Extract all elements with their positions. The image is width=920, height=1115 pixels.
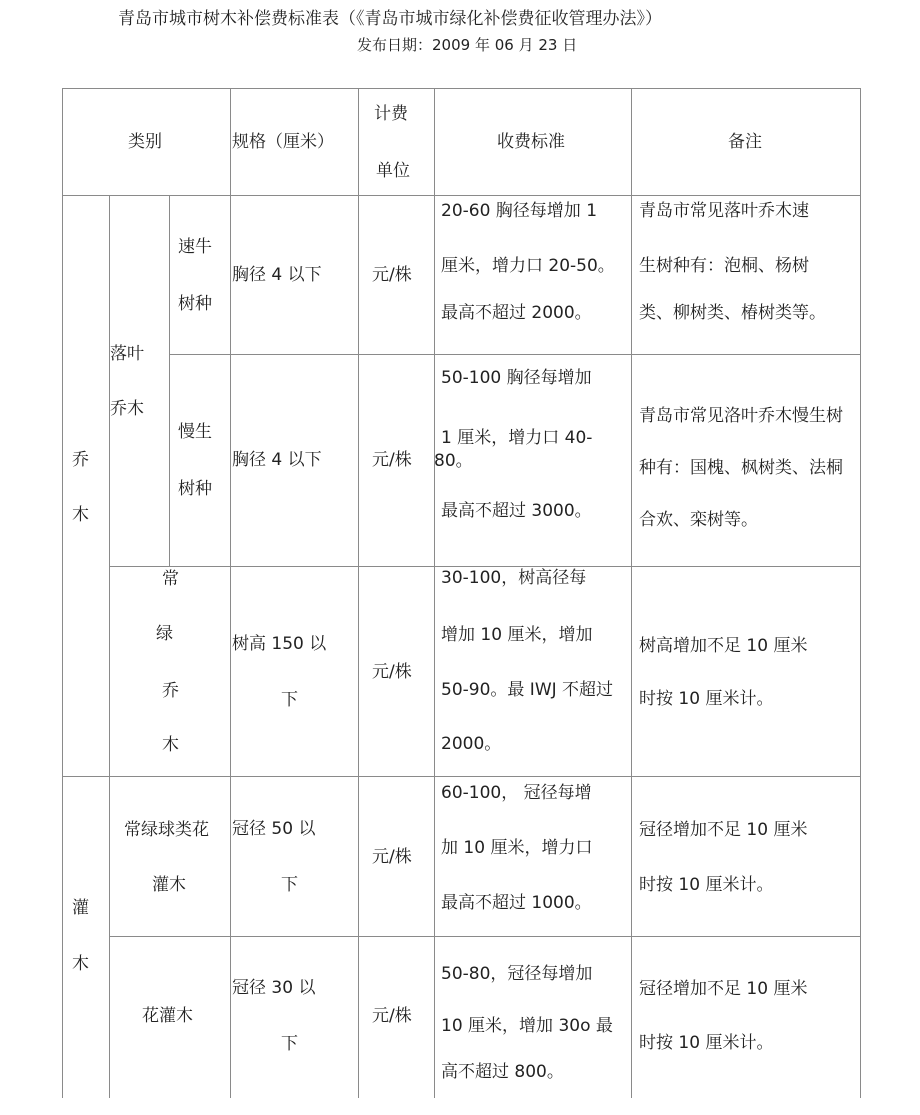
standard-line2: 加 10 厘米，增力口: [441, 838, 593, 858]
table-border-right: [860, 88, 861, 1098]
remark-line2: 时按 10 厘米计。: [639, 875, 774, 895]
remark-line3: 类、柳树类、椿树类等。: [639, 303, 826, 323]
remark-line1: 青岛市常见洛叶乔木慢生树: [639, 406, 843, 426]
col-divider: [631, 88, 632, 1098]
spec-line2: 下: [281, 690, 298, 710]
col-divider: [109, 195, 110, 1098]
remark-line3: 合欢、栾树等。: [639, 510, 758, 530]
row-divider: [169, 354, 860, 355]
spec-line1: 冠径 50 以: [232, 819, 316, 839]
unit-cell: 元/株: [372, 662, 412, 682]
table-border-left: [62, 88, 63, 1098]
type-line2: 树种: [178, 294, 212, 314]
group-tree-char1: 乔: [72, 450, 89, 470]
type-char2: 绿: [156, 624, 173, 644]
col-divider: [230, 88, 231, 1098]
spec-line1: 树高 150 以: [232, 634, 327, 654]
remark-line2: 生树种有：泡桐、杨树: [639, 256, 809, 276]
standard-line3: 最高不超过 2000。: [441, 303, 592, 323]
col-divider: [434, 88, 435, 1098]
standard-line2: 增加 10 厘米，增加: [441, 625, 593, 645]
standard-line1: 60-100， 冠径每增: [441, 783, 592, 803]
header-divider: [62, 195, 860, 196]
unit-cell: 元/株: [372, 265, 412, 285]
standard-line1: 50-100 胸径每增加: [441, 368, 592, 388]
standard-line3: 高不超过 800。: [441, 1062, 564, 1082]
spec-cell: 胸径 4 以下: [232, 265, 322, 285]
col-divider: [169, 195, 170, 566]
remark-line2: 时按 10 厘米计。: [639, 1033, 774, 1053]
row-divider: [109, 936, 860, 937]
standard-line3: 最高不超过 1000。: [441, 893, 592, 913]
group-shrub-char2: 木: [72, 954, 89, 974]
header-remark: 备注: [728, 132, 762, 152]
standard-line3: 50-90。最 IWJ 不超过: [441, 680, 614, 700]
subgroup-deciduous-line1: 落叶: [110, 344, 144, 364]
type-char1: 常: [162, 569, 179, 589]
spec-line2: 下: [281, 1034, 298, 1054]
type-line1: 慢生: [178, 422, 212, 442]
type-char3: 乔: [162, 681, 179, 701]
page-title: 青岛市城市树木补偿费标准表（《青岛市城市绿化补偿费征收管理办法》）: [118, 9, 662, 29]
spec-line1: 冠径 30 以: [232, 978, 316, 998]
type-line1: 速牛: [178, 237, 212, 257]
standard-line2: 1 厘米，增力口 40-: [441, 428, 593, 448]
type-cell: 花灌木: [142, 1006, 193, 1026]
remark-line2: 种有：国槐、枫树类、法桐: [639, 458, 843, 478]
row-divider: [109, 566, 860, 567]
standard-line3: 最高不超过 3000。: [441, 501, 592, 521]
standard-line4: 2000。: [441, 734, 502, 754]
remark-line1: 树高增加不足 10 厘米: [639, 636, 808, 656]
header-standard: 收费标准: [497, 132, 565, 152]
group-tree-char2: 木: [72, 505, 89, 525]
subgroup-deciduous-line2: 乔木: [110, 399, 144, 419]
standard-line2: 10 厘米，增加 30o 最: [441, 1016, 613, 1036]
standard-line2: 厘米，增力口 20-50。: [441, 256, 615, 276]
publish-date: 发布日期：2009 年 06 月 23 日: [357, 36, 578, 54]
remark-line1: 冠径增加不足 10 厘米: [639, 979, 808, 999]
type-line2: 树种: [178, 479, 212, 499]
spec-cell: 胸径 4 以下: [232, 450, 322, 470]
table-border-top: [62, 88, 860, 89]
type-char4: 木: [162, 735, 179, 755]
remark-line1: 青岛市常见落叶乔木速: [639, 201, 809, 221]
group-divider: [62, 776, 860, 777]
header-category: 类别: [128, 132, 162, 152]
remark-line2: 时按 10 厘米计。: [639, 689, 774, 709]
unit-cell: 元/株: [372, 1006, 412, 1026]
unit-cell: 元/株: [372, 847, 412, 867]
spec-line2: 下: [281, 875, 298, 895]
standard-line1: 20-60 胸径每增加 1: [441, 201, 598, 221]
header-unit-line2: 单位: [376, 161, 410, 181]
col-divider: [358, 88, 359, 1098]
unit-cell: 元/株: [372, 450, 412, 470]
group-shrub-char1: 灌: [72, 898, 89, 918]
standard-line2-wrap: 80。: [434, 451, 473, 471]
type-line1: 常绿球类花: [124, 820, 209, 840]
remark-line1: 冠径增加不足 10 厘米: [639, 820, 808, 840]
standard-line1: 50-80，冠径每增加: [441, 964, 593, 984]
type-line2: 灌木: [152, 875, 186, 895]
header-unit-line1: 计费: [374, 104, 408, 124]
standard-line1: 30-100，树高径每: [441, 568, 587, 588]
header-spec: 规格（厘米）: [232, 132, 334, 152]
